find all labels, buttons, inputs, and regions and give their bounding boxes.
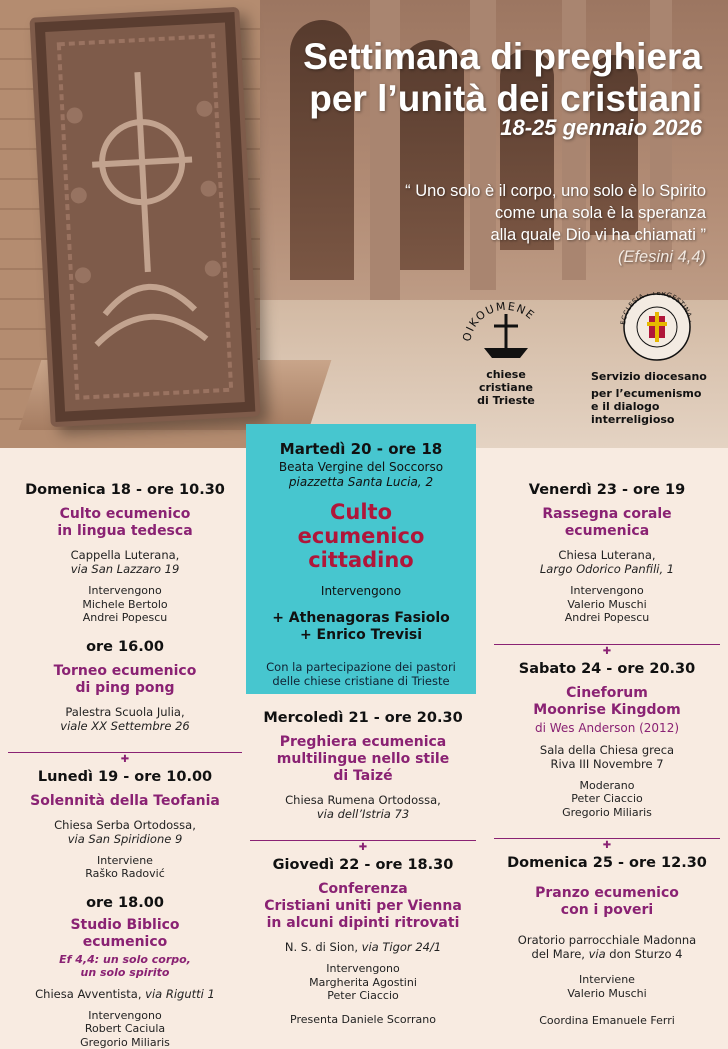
boat-cross-icon (462, 300, 550, 364)
middle-column (250, 710, 476, 1026)
event-place: Sala della Chiesa greca Riva III Novembre 7 (494, 743, 720, 771)
event-day: Venerdì 23 - ore 19 (494, 482, 720, 498)
main-event-box (246, 424, 476, 694)
khachkar-stone (29, 7, 260, 427)
event-title: Preghiera ecumenica multilingue nello stile di Taizé (250, 734, 476, 785)
event-title: Rassegna corale ecumenica (494, 506, 720, 540)
cross-icon: ✚ (117, 754, 133, 765)
section-divider (8, 747, 242, 757)
film-director: di Wes Anderson (2012) (494, 721, 720, 735)
svg-text:ECCLESIA · TERGESTINA · SANCTA: ECCLESIA · TERGESTINA · (611, 292, 695, 326)
cross-icon: ✚ (355, 842, 371, 853)
event-day: Domenica 18 - ore 10.30 (8, 482, 242, 498)
svg-text:OIKOUMENE: IKOUMENE (462, 300, 538, 343)
event-speakers: Intervengono Robert Caciula Gregorio Miliaris (8, 1009, 242, 1049)
page-title (303, 36, 702, 120)
event-note: Con la partecipazione dei pastori delle chiese cristiane di Trieste (246, 660, 476, 688)
event-day: ore 16.00 (8, 639, 242, 655)
event-title: Cineforum Moonrise Kingdom (494, 685, 720, 719)
oikoumene-logo (462, 300, 550, 407)
logo-caption: di Trieste (462, 394, 550, 407)
event-day: Mercoledì 21 - ore 20.30 (250, 710, 476, 726)
event-presenter: Presenta Daniele Scorrano (250, 1013, 476, 1027)
event-speakers: Interviene Valerio Muschi (494, 973, 720, 1000)
event-day: ore 18.00 (8, 895, 242, 911)
event-day: Sabato 24 - ore 20.30 (494, 661, 720, 677)
event-place: Oratorio parrocchiale Madonna del Mare, via don Sturzo 4 (494, 933, 720, 961)
event-speakers: Intervengono Valerio Muschi Andrei Popescu (494, 584, 720, 625)
quote-line: alla quale Dio vi ha chiamati ” (405, 224, 706, 246)
event-speakers: + Athenagoras Fasiolo + Enrico Trevisi (246, 610, 476, 644)
event-title: Culto ecumenico cittadino (246, 500, 476, 572)
event-speakers: Intervengono Michele Bertolo Andrei Popescu (8, 584, 242, 625)
right-column (494, 482, 720, 1028)
event-title: Pranzo ecumenico con i poveri (494, 885, 720, 919)
left-column (8, 482, 242, 1049)
speakers-label: Intervengono (246, 584, 476, 598)
event-place: Palestra Scuola Julia, viale XX Settembre 26 (8, 705, 242, 733)
event-place: Chiesa Rumena Ortodossa, via dell’Istria 73 (250, 793, 476, 821)
title-line: per l’unità dei cristiani (303, 78, 702, 120)
event-coordinator: Coordina Emanuele Ferri (494, 1014, 720, 1028)
logo-caption: e il dialogo interreligioso (591, 400, 717, 426)
diocese-seal-icon (611, 292, 703, 362)
cross-icon: ✚ (599, 840, 615, 851)
event-place: Chiesa Avventista, via Rigutti 1 (8, 987, 242, 1001)
event-subtitle: Ef 4,4: un solo corpo, un solo spirito (8, 953, 242, 979)
quote-line: “ Uno solo è il corpo, uno solo è lo Spirito (405, 180, 706, 202)
event-day: Lunedì 19 - ore 10.00 (8, 769, 242, 785)
event-title: Conferenza Cristiani uniti per Vienna in alcuni dipinti ritrovati (250, 881, 476, 932)
event-place: N. S. di Sion, via Tigor 24/1 (250, 940, 476, 954)
event-title: Studio Biblico ecumenico (8, 917, 242, 951)
logo-caption: Servizio diocesano (591, 370, 717, 383)
event-title: Solennità della Teofania (8, 793, 242, 810)
section-divider (494, 639, 720, 649)
hero-photo (0, 0, 728, 448)
event-place: Chiesa Luterana, Largo Odorico Panfili, 1 (494, 548, 720, 576)
event-day: Giovedì 22 - ore 18.30 (250, 857, 476, 873)
event-dates: 18-25 gennaio 2026 (500, 115, 702, 141)
diocese-logo (597, 292, 717, 426)
event-speakers: Moderano Peter Ciaccio Gregorio Miliaris (494, 779, 720, 820)
cross-icon: ✚ (599, 646, 615, 657)
event-speakers: Interviene Raško Radović (8, 854, 242, 881)
bible-quote (405, 180, 706, 268)
title-line: Settimana di preghiera (303, 36, 702, 78)
logo-caption: per l’ecumenismo (591, 387, 717, 400)
event-title: Torneo ecumenico di ping pong (8, 663, 242, 697)
logo-caption: chiese cristiane (462, 368, 550, 394)
section-divider (250, 835, 476, 845)
event-day: Domenica 25 - ore 12.30 (494, 855, 720, 871)
event-place: Chiesa Serba Ortodossa, via San Spiridione 9 (8, 818, 242, 846)
event-title: Culto ecumenico in lingua tedesca (8, 506, 242, 540)
event-day: Martedì 20 - ore 18 (246, 440, 476, 458)
event-place: Beata Vergine del Soccorso piazzetta Santa Lucia, 2 (246, 460, 476, 490)
event-place: Cappella Luterana, via San Lazzaro 19 (8, 548, 242, 576)
event-speakers: Intervengono Margherita Agostini Peter Ciaccio (250, 962, 476, 1003)
section-divider (494, 833, 720, 843)
quote-line: come una sola è la speranza (405, 202, 706, 224)
quote-reference: (Efesini 4,4) (405, 246, 706, 268)
